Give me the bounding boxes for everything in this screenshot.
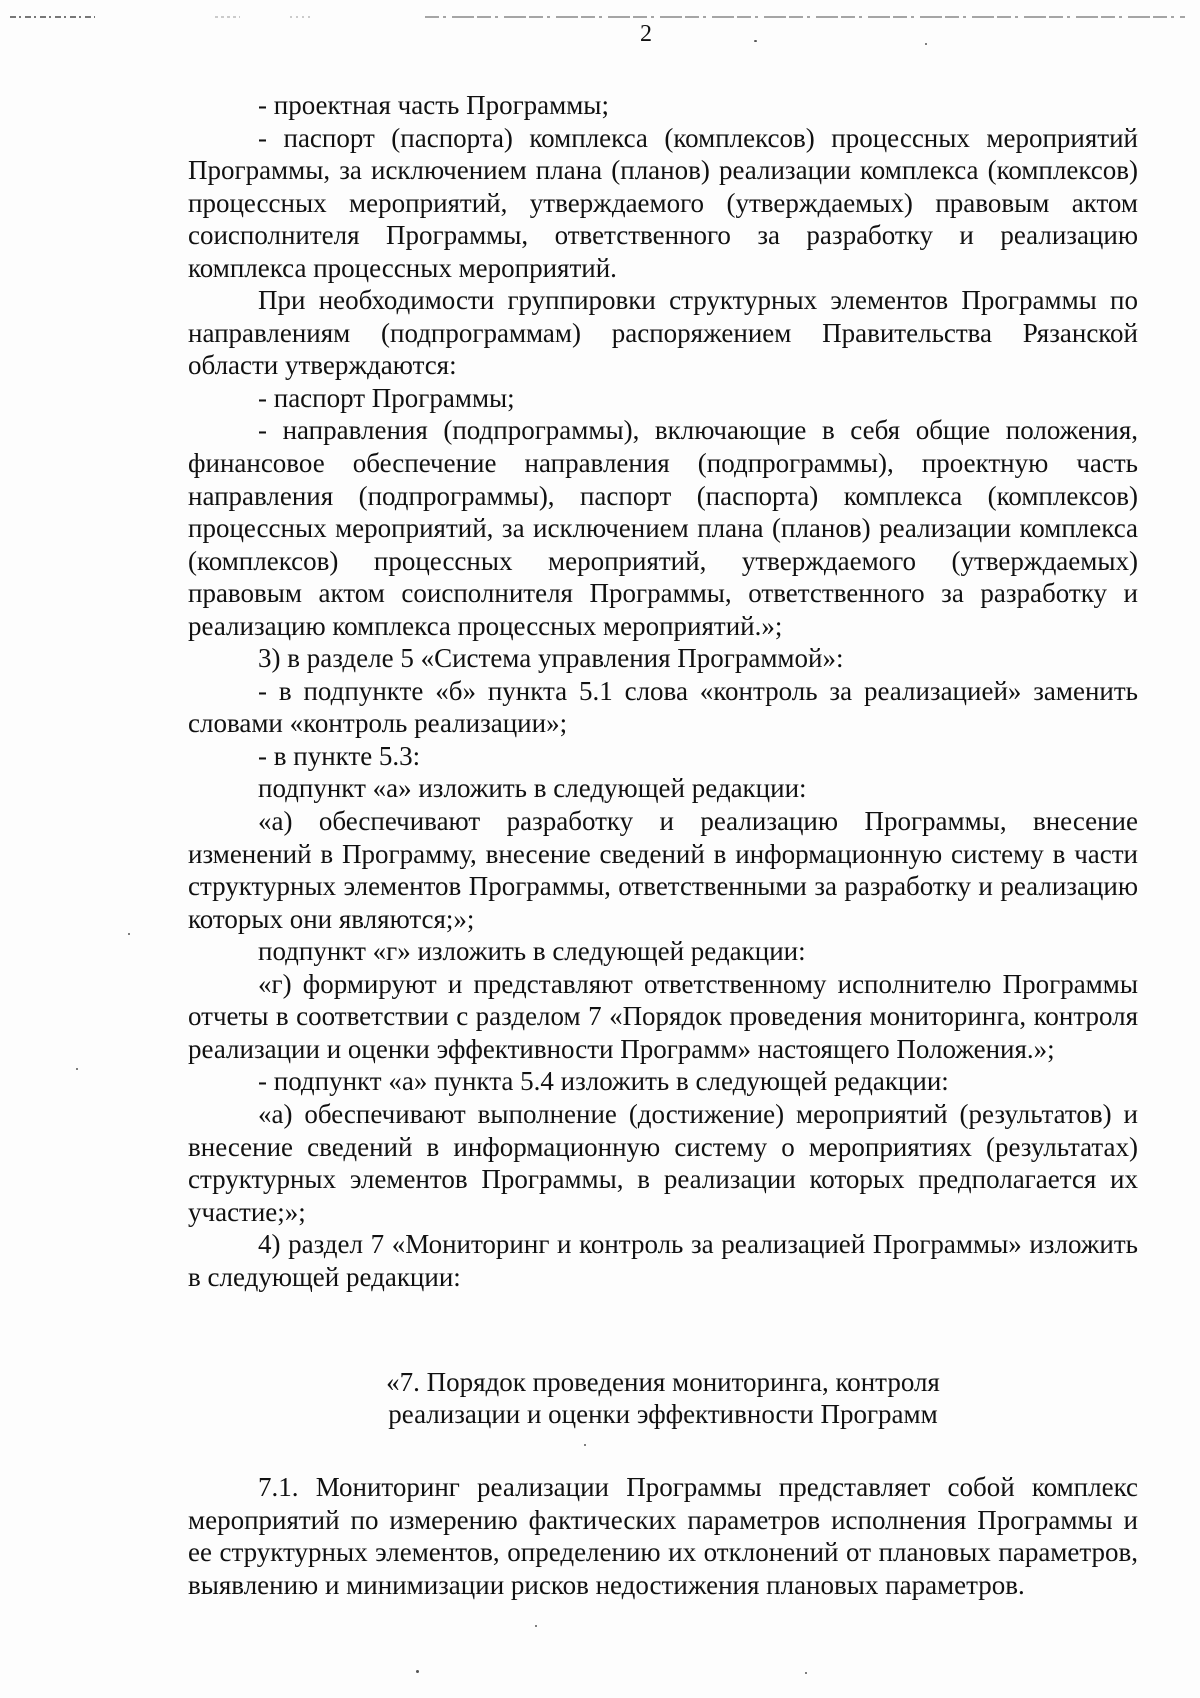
paragraph: 4) раздел 7 «Мониторинг и контроль за реализацией Программы» изложить в следующей редакции: <box>188 1229 1138 1292</box>
scan-edge-artifact <box>0 14 1200 20</box>
section-heading-line: «7. Порядок проведения мониторинга, контроля <box>386 1367 940 1397</box>
paragraph: «а) обеспечивают выполнение (достижение) мероприятий (результатов) и внесение сведений в информационную систему о мероприятиях (результатах) структурных элементов Программы, в реализации которых предполагается их участие;»; <box>188 1098 1138 1227</box>
paragraph: подпункт «г» изложить в следующей редакции: <box>258 936 806 967</box>
document-body <box>188 89 1138 1293</box>
scan-speck <box>128 933 130 935</box>
paragraph: подпункт «а» изложить в следующей редакции: <box>258 773 807 804</box>
scan-speck <box>754 40 757 42</box>
paragraph: - подпункт «а» пункта 5.4 изложить в следующей редакции: <box>258 1066 949 1097</box>
paragraph: - проектная часть Программы; <box>258 90 609 120</box>
paragraph: 7.1. Мониторинг реализации Программы представляет собой комплекс мероприятий по измерению фактических параметров исполнения Программы и ее структурных элементов, определению их отклонений от плановых параметров, выявлению и минимизации рисков недостижения плановых параметров. <box>188 1472 1138 1600</box>
scan-speck <box>76 1068 78 1070</box>
paragraph: - паспорт (паспорта) комплекса (комплексов) процессных мероприятий Программы, за исключением плана (планов) реализации комплекса (комплексов) процессных мероприятий, утверждаемого (утверждаемых) правовым актом соисполнителя Программы, ответственного за разработку и реализацию комплекса процессных мероприятий. <box>188 122 1138 283</box>
paragraph: «г) формируют и представляют ответственному исполнителю Программы отчеты в соответствии с разделом 7 «Порядок проведения мониторинга, контроля реализации и оценки эффективности Программ» настоящего Положения.»; <box>188 968 1138 1064</box>
scan-speck <box>535 1625 537 1627</box>
paragraph: - в подпункте «б» пункта 5.1 слова «контроль за реализацией» заменить словами «контроль реализации»; <box>188 675 1138 739</box>
paragraph: - направления (подпрограммы), включающие в себя общие положения, финансовое обеспечение направления (подпрограммы), проектную часть направления (подпрограммы), паспорт (паспорта) комплекса (комплексов) процессных мероприятий, за исключением плана (планов) реализации комплекса (комплексов) процессных мероприятий, утверждаемого (утверждаемых) правовым актом соисполнителя Программы, ответственного за разработку и реализацию комплекса процессных мероприятий.»; <box>188 415 1138 641</box>
section-heading-line: реализации и оценки эффективности Программ <box>388 1399 938 1429</box>
paragraph: При необходимости группировки структурных элементов Программы по направлениям (подпрограммам) распоряжением Правительства Рязанской области утверждаются: <box>188 285 1138 381</box>
page-number: 2 <box>640 21 652 47</box>
paragraph: 3) в разделе 5 «Система управления Программой»: <box>258 643 844 674</box>
paragraph: - в пункте 5.3: <box>258 740 421 771</box>
scan-speck <box>584 1444 586 1446</box>
scan-speck <box>416 1670 419 1673</box>
scan-speck <box>805 1672 807 1674</box>
scan-speck <box>925 43 927 45</box>
section-heading <box>188 1366 1138 1430</box>
paragraph: «а) обеспечивают разработку и реализацию Программы, внесение изменений в Программу, внесение сведений в информационную систему в части структурных элементов Программы, ответственными за разработку и реализацию которых они являются;»; <box>188 806 1138 934</box>
document-body-continued <box>188 1471 1138 1601</box>
paragraph: - паспорт Программы; <box>258 382 515 413</box>
